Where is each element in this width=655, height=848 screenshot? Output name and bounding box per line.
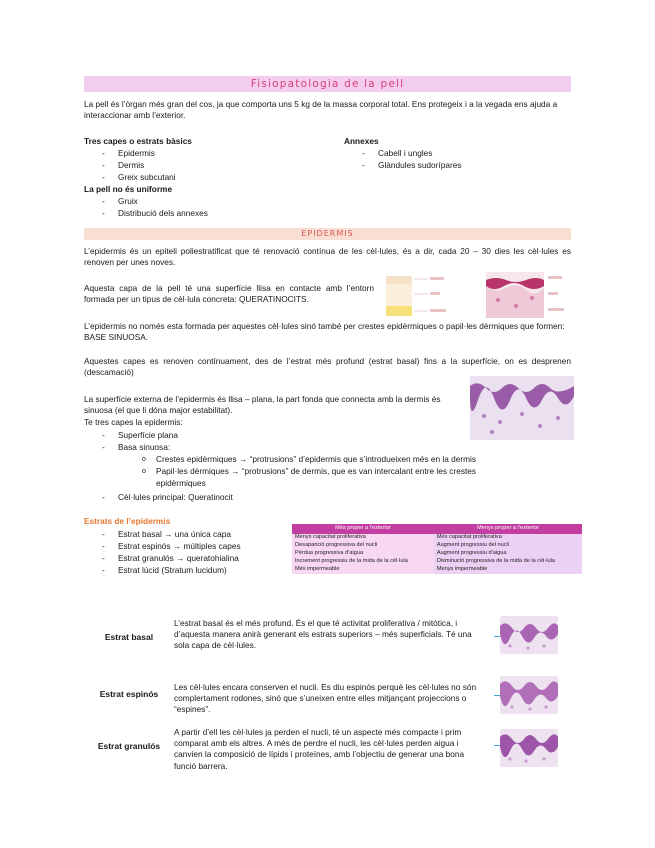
epidermis-paragraph-6: Te tres capes la epidermis:: [84, 417, 183, 427]
epidermis-micrograph: [486, 272, 576, 318]
epidermis-histology-image: [470, 376, 574, 440]
layer-label-espinos: Estrat espinós: [99, 689, 159, 699]
list-item: - Estrat lúcid (Stratum lucidum): [102, 565, 227, 575]
table-cell: Més capacitat proliferativa: [434, 534, 582, 542]
epidermis-heading: EPIDERMIS: [301, 229, 354, 238]
list-item: - Distribució dels annexes: [102, 208, 208, 218]
table-row: [292, 534, 582, 542]
layer-text-espinos: Les cèl·lules encara conserven el nucli. Es diu espinós perquè les cèl·lules no són complertament rodones, sinó que s’uneixen entre elles mitjançant projeccions o “espines”.: [174, 682, 477, 715]
table-cell: Menys capacitat proliferativa: [292, 534, 434, 542]
list-item: o Papil·les dèrmiques → “protrusions” de dermis, que es van intercalant entre les crestes: [142, 466, 477, 476]
intro-paragraph: La pell és l’òrgan més gran del cos, ja que comporta uns 5 kg de la massa corporal total. Ens protegeix i a la vegada ens ajuda a interaccionar amb l’exterior.: [84, 99, 558, 121]
list-item: - Gruix: [102, 196, 138, 206]
table-cell: Disminució progressiva de la mida de la cèl·lula: [434, 558, 582, 566]
layer-label-basal: Estrat basal: [104, 632, 154, 642]
layer-label-granulos: Estrat granulós: [97, 741, 161, 751]
capes-heading: Tres capes o estrats bàsics: [84, 136, 192, 146]
uniforme-heading: La pell no és uniforme: [84, 184, 173, 194]
list-item: - Estrat espinós → múltiples capes: [102, 541, 241, 551]
annexes-list: [344, 148, 461, 172]
list-item: o Crestes epidèrmiques → “protrusions” d’epidermis que s’introdueixen més en la dermis: [142, 454, 477, 464]
granulos-histology-image: [500, 729, 558, 767]
table-cell: Més impermeable: [292, 566, 434, 574]
table-header: Menys proper a l’exterior: [434, 524, 582, 534]
list-item: - Cabell i ungles: [362, 148, 433, 158]
layer-text-basal: L’estrat basal és el més profund. És el que té activitat proliferativa / mitòtica, i d’aquesta manera anirà generant els estrats superiors – més superficials. Té una sola capa de cèl·lules.: [174, 618, 472, 651]
tres-capes-list: [84, 430, 178, 454]
list-item: - Glàndules sudorípares: [362, 160, 462, 170]
page-title: Fisiopatologia de la pell: [250, 78, 405, 90]
epidermis-paragraph-3: L’epidermis no només esta formada per aquestes cèl·lules sinó també per crestes epidèrmiques o papil·les dèrmiques que formen: BASE SINUOSA.: [84, 321, 565, 343]
list-item: - Cèl·lules principal: Queratinocit: [102, 492, 233, 502]
table-cell: Menys impermeable: [434, 566, 582, 574]
basa-sinuosa-sublist: [84, 454, 571, 490]
epidermis-paragraph-4: Aquestes capes es renoven contínuament, des de l’estrat més profund (estrat basal) fins a la superfície, on es desprenen (descamació): [84, 356, 571, 378]
table-cell: Pèrdua progressiva d’aigua: [292, 550, 434, 558]
title-banner: [84, 76, 571, 92]
table-row: [292, 550, 582, 558]
layer-text-granulos: A partir d’ell les cèl·lules ja perden el nucli, té un aspecte més compacte i prim comparat amb els altres. A més de perdre el nucli, les cèl·lules perden aigua i canvien la composició de lípids i proteïnes, amb l’objectiu de generar una bona funció barrera.: [174, 727, 465, 771]
skin-layers-diagram: [384, 274, 474, 318]
epidermis-paragraph-2: Aquesta capa de la pell té una superfície llisa en contacte amb l’entorn formada per un tipus de cèl·lula concreta: QUERATINOCITS.: [84, 283, 374, 305]
list-item: - Estrat granulós → queratohialina: [102, 553, 239, 563]
epidermis-paragraph-1: L’epidermis és un epiteli poliestratificat que té renovació contínua de les cèl·lules, és a dir, cada 20 – 30 dies les cèl·lules es renoven per unes noves.: [84, 246, 571, 268]
table-cell: Augment progressiu del nucli: [434, 542, 582, 550]
estrats-heading: Estrats de l’epidermis: [84, 516, 171, 526]
table-row: [292, 558, 582, 566]
list-item: epidèrmiques: [156, 478, 206, 488]
basal-histology-image: [500, 616, 558, 654]
estrats-list: [84, 529, 241, 577]
table-cell: Desaparició progressiva del nucli: [292, 542, 434, 550]
capes-list: [84, 148, 176, 184]
annexes-heading: Annexes: [344, 136, 379, 146]
table-cell: Augment progressiu d’aigua: [434, 550, 582, 558]
list-item: - Superfície plana: [102, 430, 178, 440]
tres-capes-list-end: [84, 492, 233, 504]
uniforme-list: [84, 196, 208, 220]
table-header: Més proper a l’exterior: [292, 524, 434, 534]
list-item: - Estrat basal → una única capa: [102, 529, 231, 539]
comparison-table: [292, 524, 582, 574]
list-item: - Greix subcutani: [102, 172, 176, 182]
table-header-row: [292, 524, 582, 534]
table-row: [292, 566, 582, 574]
list-item: - Epidermis: [102, 148, 155, 158]
table-cell: Increment progressiu de la mida de la cèl·lula: [292, 558, 434, 566]
epidermis-section-banner: [84, 228, 571, 240]
list-item: - Dermis: [102, 160, 145, 170]
table-row: [292, 542, 582, 550]
espinos-histology-image: [500, 676, 558, 714]
epidermis-paragraph-5: La superfície externa de l’epidermis és llisa – plana, la part fonda que connecta amb la dermis és sinuosa (el que li dóna major estabilitat).: [84, 394, 441, 416]
list-item: - Basa sinuosa:: [102, 442, 171, 452]
